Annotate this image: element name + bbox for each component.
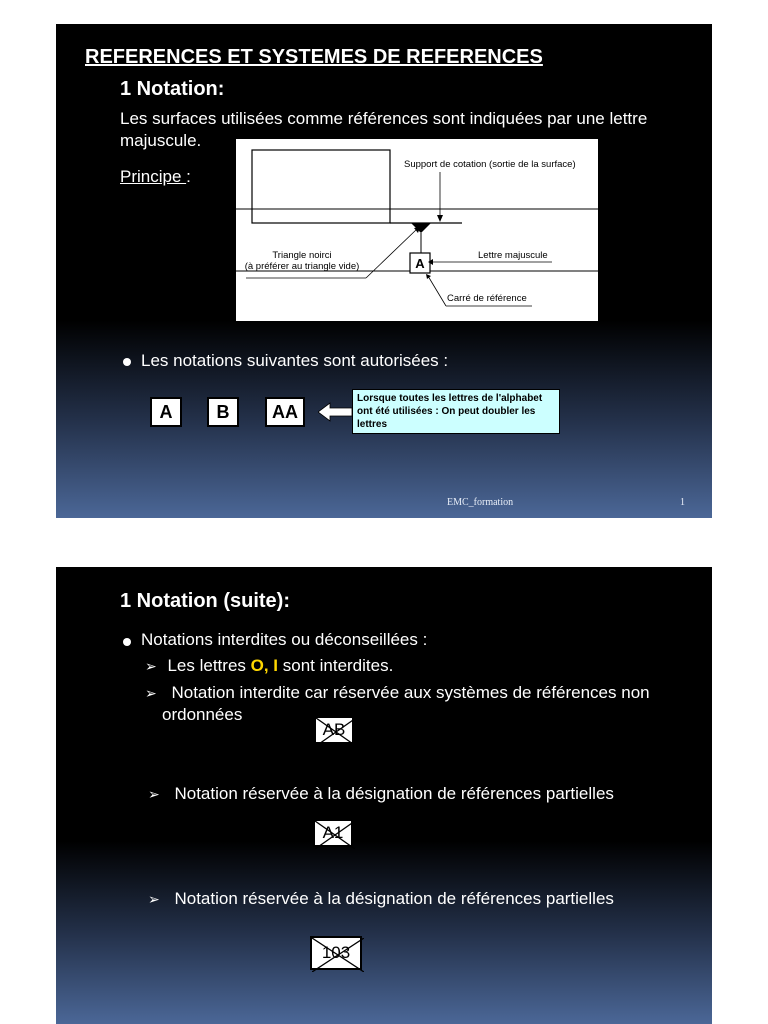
letter-label: Lettre majuscule [478, 250, 548, 261]
item-2-line-2: ordonnées [162, 705, 243, 724]
struck-text: AB [322, 720, 346, 739]
struck-text: A1 [322, 823, 344, 842]
bullet-dot [123, 358, 131, 366]
item-unordered-systems [145, 682, 705, 726]
intro-line-1: Les surfaces utilisées comme références sont indiquées par une lettre [120, 109, 648, 128]
arrow-bullet-icon: ➢ [145, 685, 157, 701]
item-4-text: Notation réservée à la désignation de références partielles [174, 889, 614, 908]
example-box-a: A [150, 397, 182, 427]
arrow-bullet-icon: ➢ [148, 786, 160, 802]
triangle-label [242, 250, 362, 272]
principe-colon: : [186, 167, 191, 186]
bullet-text: Notations interdites ou déconseillées : [141, 630, 428, 649]
arrow-bullet-icon: ➢ [148, 891, 160, 907]
triangle-label-line-1: Triangle noirci [272, 250, 332, 261]
item-1-prefix: Les lettres [167, 656, 251, 675]
section-heading: 1 Notation (suite): [120, 590, 290, 612]
bullet-dot [123, 638, 131, 646]
reference-letter: A [415, 255, 425, 271]
slide-1 [56, 24, 712, 518]
principe-word: Principe [120, 167, 187, 186]
principe-label [120, 166, 191, 188]
arrow-bullet-icon: ➢ [145, 658, 157, 674]
section-heading: 1 Notation: [120, 78, 225, 100]
item-1-suffix: sont interdites. [278, 656, 394, 675]
page-number: 1 [680, 497, 685, 508]
item-partial-ref-1 [148, 783, 614, 805]
square-label: Carré de référence [447, 293, 527, 304]
triangle-label-line-2: (à préférer au triangle vide) [244, 261, 360, 272]
intro-line-2: majuscule. [120, 131, 202, 150]
reference-diagram [236, 139, 598, 321]
part-outline [252, 150, 390, 223]
item-forbidden-letters [145, 655, 393, 677]
item-partial-ref-2 [148, 888, 614, 910]
struck-notation-a1 [313, 819, 353, 847]
item-2-line-1: Notation interdite car réservée aux systèmes de références non [171, 683, 650, 702]
struck-notation-ab [314, 716, 354, 744]
callout-note: Lorsque toutes les lettres de l'alphabet ont été utilisées : On peut doubler les lettres [352, 389, 560, 434]
struck-notation-103 [310, 936, 362, 970]
struck-text: 103 [321, 943, 351, 962]
example-box-b: B [207, 397, 239, 427]
callout-arrow-icon [318, 402, 354, 422]
example-box-aa: AA [265, 397, 305, 427]
slide-title: REFERENCES ET SYSTEMES DE REFERENCES [85, 46, 543, 68]
cross-icon [316, 718, 356, 746]
footer-label: EMC_formation [447, 497, 514, 508]
cross-icon [312, 938, 364, 972]
support-label: Support de cotation (sortie de la surface) [404, 159, 576, 170]
item-3-text: Notation réservée à la désignation de références partielles [174, 784, 614, 803]
item-1-highlight: O, I [250, 656, 279, 675]
cross-icon [315, 821, 355, 849]
bullet-text: Les notations suivantes sont autorisées : [141, 351, 449, 370]
slide-2 [56, 567, 712, 1024]
